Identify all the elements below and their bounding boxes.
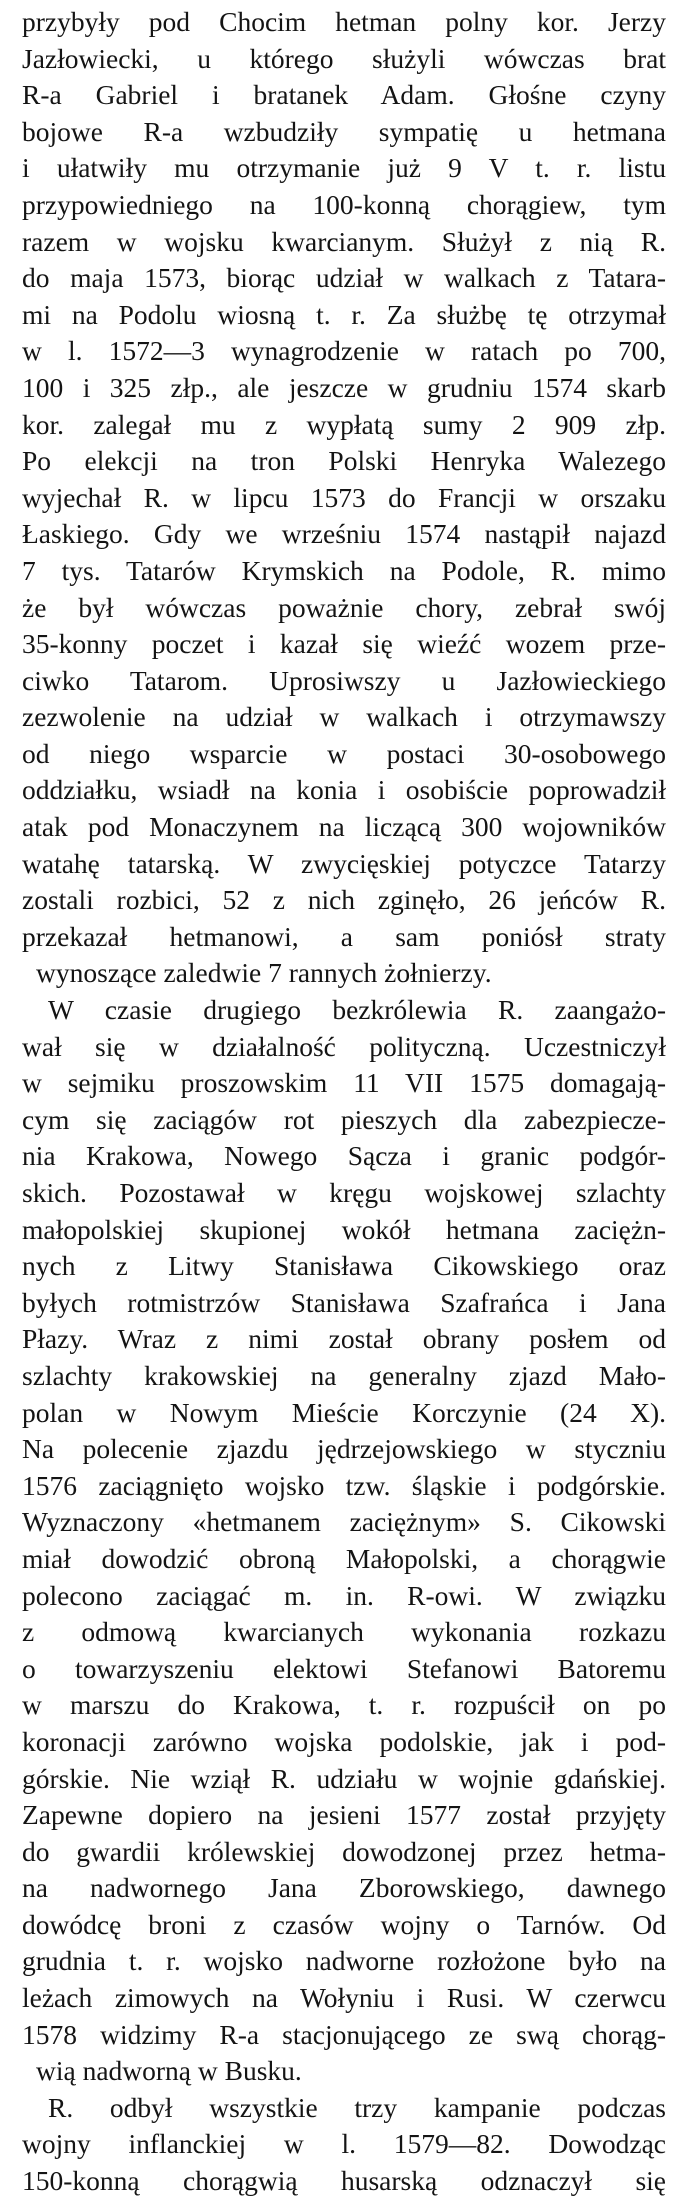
text-line: i ułatwiły mu otrzymanie już 9 V t. r. listu (22, 152, 666, 184)
text-line: skich. Pozostawał w kręgu wojskowej szlachty (22, 1177, 666, 1208)
text-line: 7 tys. Tatarów Krymskich na Podole, R. mimo (22, 554, 666, 586)
text-line: oddziałku, wsiadł na konia i osobiście poprowadził (22, 774, 666, 806)
text-line: 35-konny poczet i kazał się wieźć wozem prze- (22, 628, 666, 660)
text-line: Na polecenie zjazdu jędrzejowskiego w styczniu (22, 1433, 666, 1465)
text-line: R-a Gabriel i bratanek Adam. Głośne czyny (22, 79, 666, 111)
text-line: w l. 1572—3 wynagrodzenie w ratach po 700, (22, 335, 666, 367)
text-line: nych z Litwy Stanisława Cikowskiego oraz (22, 1250, 666, 1282)
text-line: w sejmiku proszowskim 11 VII 1575 domagają- (22, 1067, 666, 1099)
text-line: do maja 1573, biorąc udział w walkach z Tatara- (22, 262, 666, 294)
text-line: zezwolenie na udział w walkach i otrzymawszy (22, 701, 666, 733)
text-line: zostali rozbici, 52 z nich zginęło, 26 jeńców R. (22, 884, 666, 916)
text-line: z odmową kwarcianych wykonania rozkazu (22, 1616, 666, 1648)
paragraph-2 (22, 992, 666, 2090)
text-line: atak pod Monaczynem na liczącą 300 wojowników (22, 811, 666, 843)
text-line: wyjechał R. w lipcu 1573 do Francji w orszaku (22, 481, 666, 513)
text-line: wynoszące zaledwie 7 rannych żołnierzy. (36, 957, 492, 989)
text-line: R. odbył wszystkie trzy kampanie podczas (48, 2091, 666, 2123)
text-line: 100 i 325 złp., ale jeszcze w grudniu 1574 skarb (22, 371, 666, 403)
paragraph-3 (22, 2090, 666, 2200)
text-line: Jazłowiecki, u którego służyli wówczas brat (22, 42, 666, 74)
text-line: przypowiedniego na 100-konną chorągiew, tym (22, 188, 666, 220)
text-line: miał dowodzić obroną Małopolski, a chorągwie (22, 1542, 666, 1574)
text-line: na nadwornego Jana Zborowskiego, dawnego (22, 1872, 666, 1904)
text-line: bojowe R-a wzbudziły sympatię u hetmana (22, 115, 666, 147)
text-line: wał się w działalność polityczną. Uczestniczył (22, 1030, 666, 1062)
text-line: wią nadworną w Busku. (36, 2055, 302, 2087)
text-line: że był wówczas poważnie chory, zebrał swój (22, 591, 666, 623)
text-line: grudnia t. r. wojsko nadworne rozłożone było na (22, 1945, 666, 1977)
text-line: 1576 zaciągnięto wojsko tzw. śląskie i podgórskie. (22, 1469, 666, 1501)
text-line: mi na Podolu wiosną t. r. Za służbę tę otrzymał (22, 298, 666, 330)
text-line: szlachty krakowskiej na generalny zjazd Mało- (22, 1359, 666, 1391)
text-line: od niego wsparcie w postaci 30-osobowego (22, 737, 666, 769)
text-line: górskie. Nie wziął R. udziału w wojnie gdańskiej. (22, 1762, 666, 1794)
text-line: przekazał hetmanowi, a sam poniósł straty (22, 920, 666, 952)
text-line: kor. zalegał mu z wypłatą sumy 2 909 złp. (22, 408, 666, 440)
text-line: Płazy. Wraz z nimi został obrany posłem od (22, 1323, 666, 1355)
text-line: ciwko Tatarom. Uprosiwszy u Jazłowieckiego (22, 664, 666, 696)
text-line: polecono zaciągać m. in. R-owi. W związku (22, 1579, 666, 1611)
text-line: w marszu do Krakowa, t. r. rozpuścił on po (22, 1689, 666, 1721)
text-line: Po elekcji na tron Polski Henryka Walezego (22, 445, 666, 477)
text-line: 1578 widzimy R-a stacjonującego ze swą chorąg- (22, 2018, 666, 2050)
text-line: Łaskiego. Gdy we wrześniu 1574 nastąpił najazd (22, 518, 666, 550)
text-line: przybyły pod Chocim hetman polny kor. Jerzy (22, 6, 666, 37)
text-line: koronacji zarówno wojska podolskie, jak i pod- (22, 1725, 666, 1757)
text-line: małopolskiej skupionej wokół hetmana zaciężn- (22, 1213, 666, 1245)
paragraph-1 (22, 4, 666, 992)
text-line: watahę tatarską. W zwycięskiej potyczce Tatarzy (22, 847, 666, 879)
text-line: nia Krakowa, Nowego Sącza i granic podgór- (22, 1140, 666, 1172)
text-line: dowódcę broni z czasów wojny o Tarnów. Od (22, 1908, 666, 1940)
text-column (22, 4, 666, 2200)
text-line: Zapewne dopiero na jesieni 1577 został przyjęty (22, 1799, 666, 1831)
text-line: Wyznaczony «hetmanem zaciężnym» S. Cikowski (22, 1506, 666, 1538)
text-line: cym się zaciągów rot pieszych dla zabezpieczе- (22, 1103, 666, 1135)
text-line: polan w Nowym Mieście Korczynie (24 X). (22, 1396, 666, 1428)
text-line: o towarzyszeniu elektowi Stefanowi Batoremu (22, 1652, 666, 1684)
text-line: byłych rotmistrzów Stanisława Szafrańca i Jana (22, 1286, 666, 1318)
text-line: do gwardii królewskiej dowodzonej przez hetma- (22, 1835, 666, 1867)
text-line: leżach zimowych na Wołyniu i Rusi. W czerwcu (22, 1982, 666, 2014)
text-line: W czasie drugiego bezkrólewia R. zaangażo- (48, 994, 666, 1026)
text-line: razem w wojsku kwarcianym. Służył z nią R. (22, 225, 666, 257)
text-line: wojny inflanckiej w l. 1579—82. Dowodząc (22, 2128, 666, 2160)
text-line: 150-konną chorągwią husarską odznaczył się (22, 2165, 666, 2197)
